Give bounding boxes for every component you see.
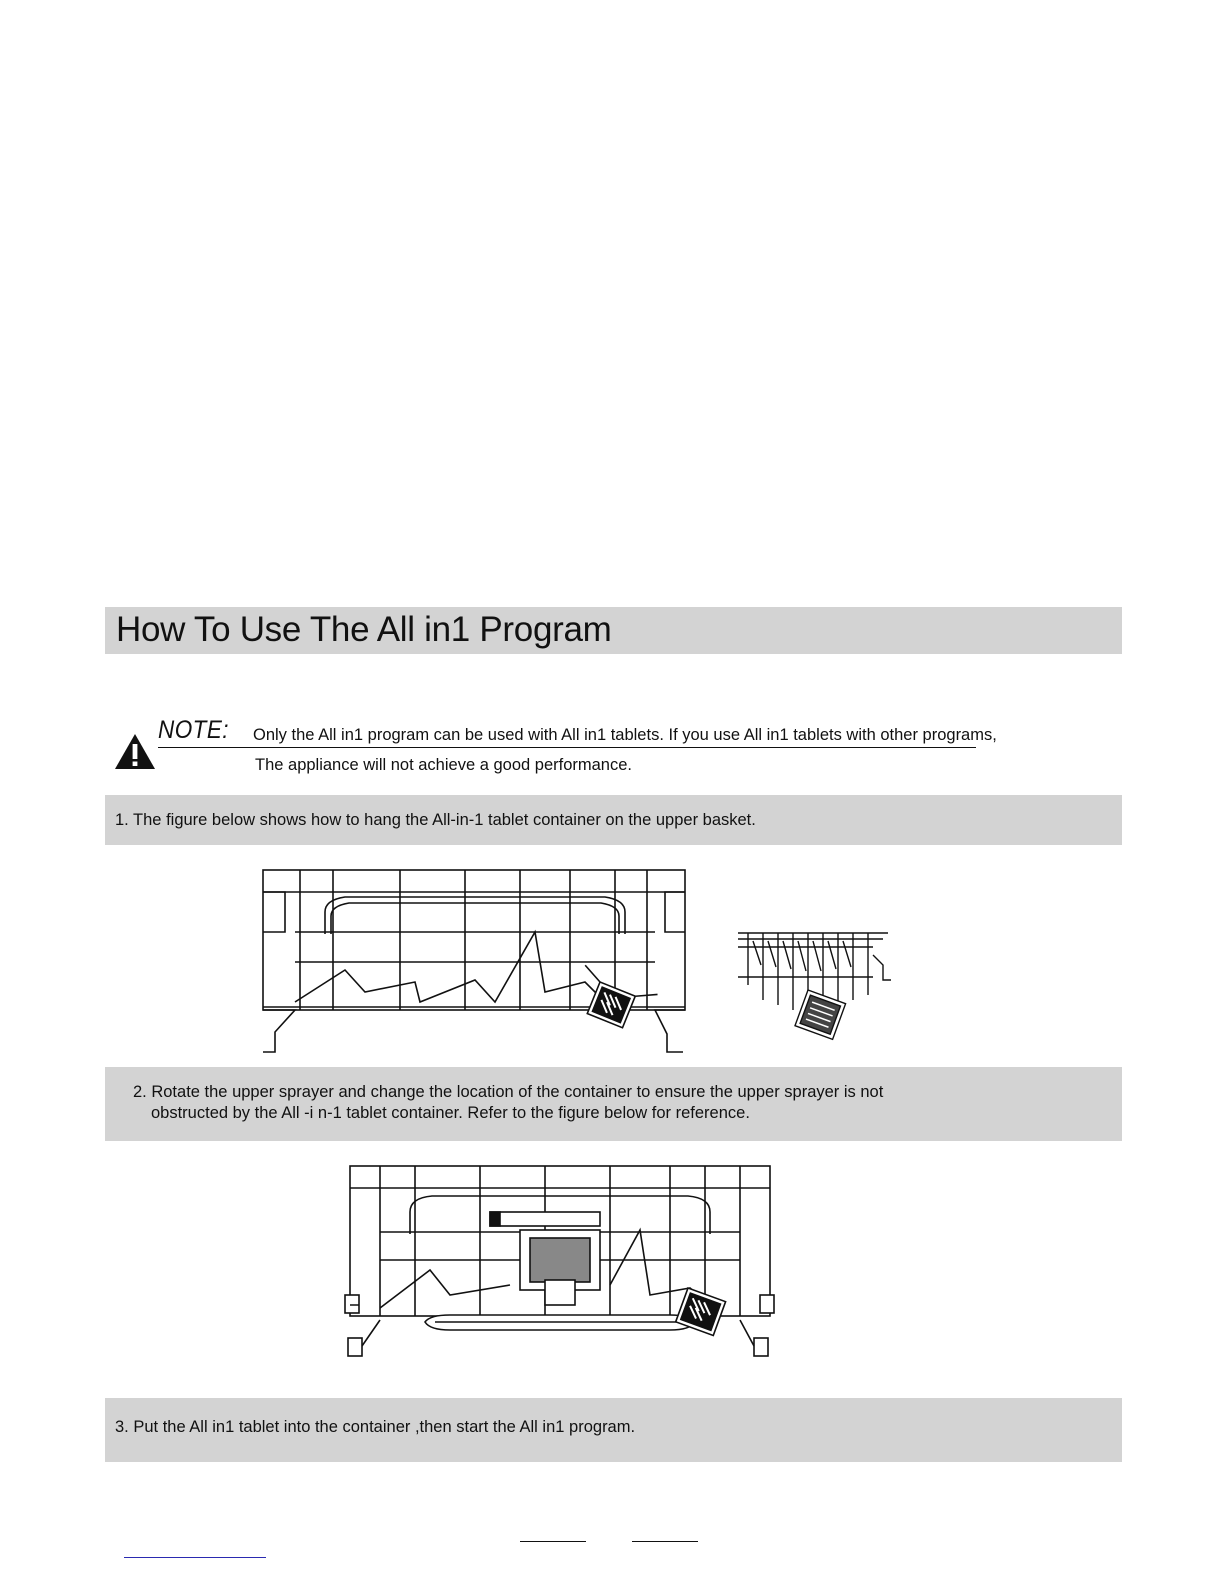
section-title-band [105,607,1122,654]
warning-triangle-icon [114,732,156,770]
note-block [114,718,1114,788]
step-3-text: 3. Put the All in1 tablet into the container ,then start the All in1 program. [115,1418,636,1436]
upper-basket-figure [255,862,695,1057]
step-2-band [105,1067,1122,1141]
step-1-text: 1. The figure below shows how to hang the All-in-1 tablet container on the upper basket. [115,811,756,829]
container-closeup-figure [733,925,893,1043]
note-underline [158,747,976,748]
step-2-text-line-1: 2. Rotate the upper sprayer and change the location of the container to ensure the upper sprayer is not [133,1083,884,1101]
step-1-band [105,795,1122,845]
note-label: NOTE: [158,716,230,744]
section-title: How To Use The All in1 Program [116,610,612,649]
note-text-line-1: Only the All in1 program can be used with All in1 tablets. If you use All in1 tablets with other programs, [253,726,997,744]
step-3-band [105,1398,1122,1462]
step-2-text-line-2: obstructed by the All -i n-1 tablet container. Refer to the figure below for reference. [151,1104,750,1122]
footer-link-rule [124,1557,266,1558]
upper-sprayer-figure [340,1160,780,1362]
footer-rule-left [520,1541,586,1542]
note-text-line-2: The appliance will not achieve a good performance. [255,756,632,774]
footer-rule-right [632,1541,698,1542]
